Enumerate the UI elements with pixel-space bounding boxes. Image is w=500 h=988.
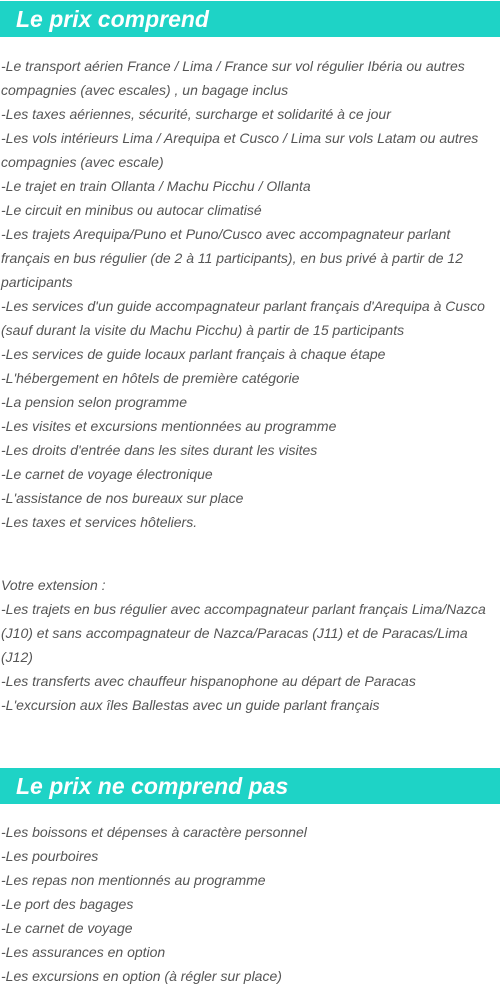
- list-item: -Les trajets en bus régulier avec accompagnateur parlant français Lima/Nazca (J10) et sans accompagnateur de Nazca/Paracas (J11) et de Paracas/Lima (J12): [1, 601, 486, 665]
- list-item: -Les transferts avec chauffeur hispanophone au départ de Paracas: [1, 673, 416, 689]
- section-title: Le prix comprend: [16, 6, 209, 32]
- list-item: -Le carnet de voyage: [1, 920, 133, 936]
- extension-block: [1, 573, 495, 717]
- list-item: -Les taxes et services hôteliers.: [1, 514, 198, 530]
- list-item: -Les services de guide locaux parlant français à chaque étape: [1, 346, 386, 362]
- list-item: -Les pourboires: [1, 848, 99, 864]
- list-item: -Les droits d'entrée dans les sites durant les visites: [1, 442, 318, 458]
- list-item: -Les repas non mentionnés au programme: [1, 872, 266, 888]
- list-item: -Les boissons et dépenses à caractère personnel: [1, 824, 307, 840]
- list-item: -Le carnet de voyage électronique: [1, 466, 213, 482]
- extension-items-list: [1, 597, 495, 717]
- section-header-price-excludes: [0, 768, 500, 804]
- list-item: -Le transport aérien France / Lima / France sur vol régulier Ibéria ou autres compagnies (avec escales) , un bagage inclus: [1, 58, 465, 98]
- list-item: -Le circuit en minibus ou autocar climatisé: [1, 202, 262, 218]
- section-title: Le prix ne comprend pas: [16, 773, 289, 799]
- section-header-price-includes: [0, 1, 500, 37]
- list-item: -Les services d'un guide accompagnateur parlant français d'Arequipa à Cusco (sauf durant la visite du Machu Picchu) à partir de 15 participants: [1, 298, 485, 338]
- list-item: -Les trajets Arequipa/Puno et Puno/Cusco avec accompagnateur parlant français en bus régulier (de 2 à 11 participants), en bus privé à partir de 12 participants: [1, 226, 463, 290]
- list-item: -Le trajet en train Ollanta / Machu Picchu / Ollanta: [1, 178, 311, 194]
- list-item: -L'hébergement en hôtels de première catégorie: [1, 370, 300, 386]
- list-item: -L'assistance de nos bureaux sur place: [1, 490, 244, 506]
- list-item: -Les taxes aériennes, sécurité, surcharge et solidarité à ce jour: [1, 106, 391, 122]
- list-item: -Les visites et excursions mentionnées au programme: [1, 418, 337, 434]
- list-item: -Les excursions en option (à régler sur place): [1, 968, 282, 984]
- list-item: -Le port des bagages: [1, 896, 134, 912]
- list-item: -La pension selon programme: [1, 394, 187, 410]
- list-item: -Les assurances en option: [1, 944, 166, 960]
- included-items-list: [1, 54, 495, 534]
- extension-title: Votre extension :: [1, 577, 106, 593]
- excluded-items-list: [1, 820, 495, 988]
- list-item: -Les vols intérieurs Lima / Arequipa et Cusco / Lima sur vols Latam ou autres compagnies (avec escale): [1, 130, 479, 170]
- list-item: -L'excursion aux îles Ballestas avec un guide parlant français: [1, 697, 380, 713]
